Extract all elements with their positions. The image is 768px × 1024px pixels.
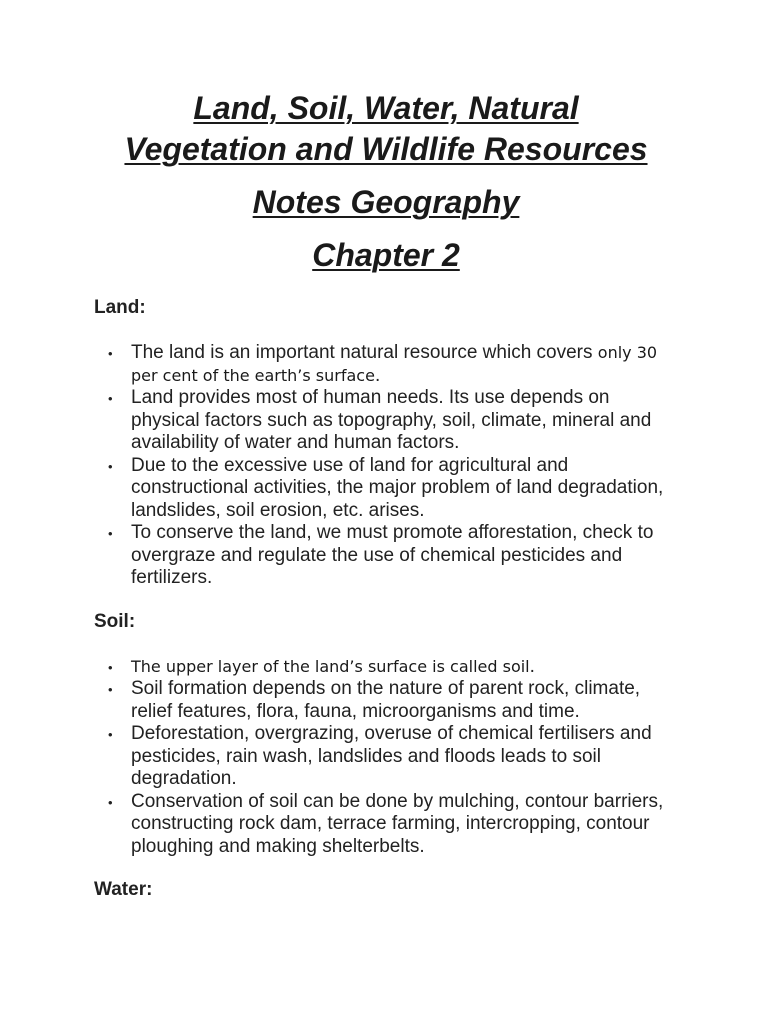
list-item bbox=[94, 791, 678, 859]
title-line-1: Land, Soil, Water, Natural bbox=[193, 90, 579, 126]
soil-bullet-list bbox=[94, 656, 678, 859]
list-item bbox=[94, 723, 678, 791]
bullet-icon: • bbox=[108, 346, 113, 361]
list-item-text: To conserve the land, we must promote afforestation, check to overgraze and regulate the use of chemical pesticides and fertilizers. bbox=[131, 522, 654, 588]
list-item-text: The land is an important natural resource which covers bbox=[131, 342, 593, 363]
bullet-icon: • bbox=[108, 526, 113, 541]
bullet-icon: • bbox=[108, 727, 113, 742]
list-item bbox=[94, 522, 678, 590]
list-item-text: Land provides most of human needs. Its use depends on physical factors such as topography, soil, climate, mineral and availability of water and human factors. bbox=[131, 387, 652, 453]
list-item-text: Due to the excessive use of land for agricultural and constructional activities, the major problem of land degradation, landslides, soil erosion, etc. arises. bbox=[131, 454, 664, 521]
bullet-icon: • bbox=[108, 682, 113, 697]
list-item-highlight: The upper layer of the land’s surface is called soil bbox=[131, 656, 530, 676]
list-item-highlight: only 30 per cent of the earth’s surface bbox=[131, 343, 658, 385]
chapter-heading: Chapter 2 bbox=[312, 237, 460, 273]
soil-heading: Soil: bbox=[94, 610, 136, 632]
water-heading: Water: bbox=[94, 879, 153, 900]
list-item-text: Soil formation depends on the nature of parent rock, climate, relief features, flora, fauna, microorganisms and time. bbox=[131, 678, 641, 722]
bullet-icon: • bbox=[108, 391, 113, 406]
list-item bbox=[94, 455, 678, 523]
list-item-end: . bbox=[374, 364, 381, 386]
land-bullet-list bbox=[94, 342, 678, 590]
document-title bbox=[94, 88, 678, 170]
list-item-text: Conservation of soil can be done by mulching, contour barriers, constructing rock dam, terrace farming, intercropping, contour ploughing and making shelterbelts. bbox=[131, 790, 664, 857]
title-line-2: Vegetation and Wildlife Resources bbox=[124, 131, 648, 167]
document-subtitle: Notes Geography bbox=[252, 184, 520, 220]
list-item-end: . bbox=[529, 655, 535, 677]
bullet-icon: • bbox=[108, 458, 113, 474]
list-item-text: Deforestation, overgrazing, overuse of chemical fertilisers and pesticides, rain wash, landslides and floods leads to soil degradation. bbox=[131, 723, 652, 789]
land-heading: Land: bbox=[94, 297, 146, 318]
list-item bbox=[94, 387, 678, 455]
list-item bbox=[94, 342, 678, 387]
bullet-icon: • bbox=[108, 659, 113, 675]
list-item bbox=[94, 678, 678, 723]
list-item bbox=[94, 656, 678, 679]
bullet-icon: • bbox=[108, 794, 113, 810]
